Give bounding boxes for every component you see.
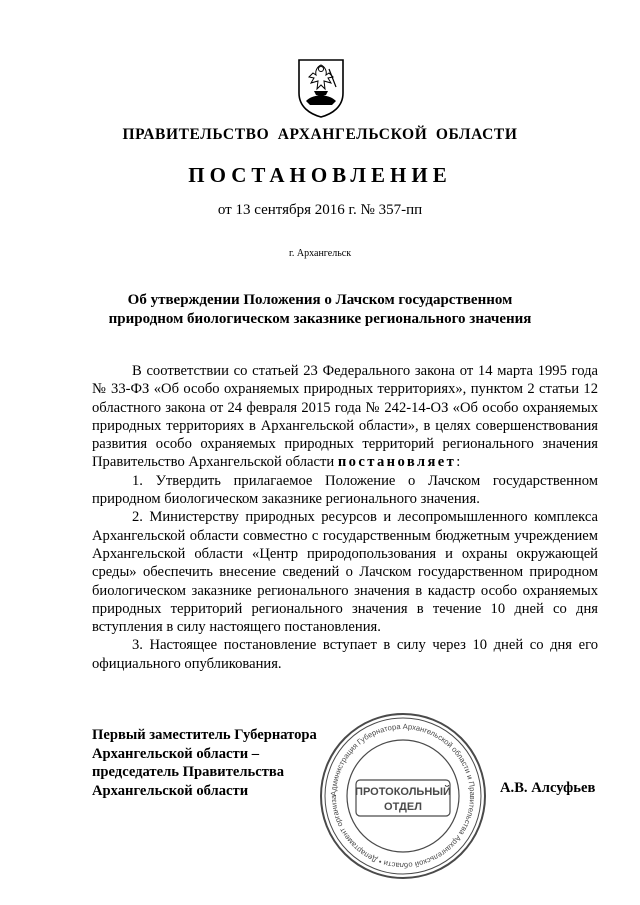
decree-word: постановляет <box>337 454 457 471</box>
document-body <box>92 362 598 673</box>
stamp-ring-text: Администрация Губернатора Архангельской области и Правительства Архангельской области • Департамент организа <box>328 721 478 871</box>
signature-block <box>92 726 317 800</box>
signature-position-line-4: Архангельской области <box>92 782 249 799</box>
item-1: 1. Утвердить прилагаемое Положение о Лачском государственном природном биологическом заказнике регионального значения. <box>92 472 598 508</box>
document-title <box>0 291 640 329</box>
document-date-number: от 13 сентября 2016 г. № 357-пп <box>217 202 423 218</box>
signer-name: А.В. Алсуфьев <box>500 780 596 796</box>
preamble-paragraph <box>92 362 598 472</box>
preamble-text: В соответствии со статьей 23 Федерального закона от 14 марта 1995 года № 33-ФЗ «Об особо охраняемых природных территориях», пунктом 2 статьи 12 областного закона от 24 февраля 2015 года № 242-14-ОЗ «Об особо охраняемых природных территориях в Архангельской области», в целях совершенствования развития особо охраняемых природных территорий регионального значения Правительство Архангельской области <box>92 363 598 471</box>
document-place: г. Архангельск <box>288 248 352 259</box>
official-stamp <box>318 710 488 882</box>
organization-name: ПРАВИТЕЛЬСТВО АРХАНГЕЛЬСКОЙ ОБЛАСТИ <box>122 126 518 143</box>
item-3: 3. Настоящее постановление вступает в силу через 10 дней со дня его официального опубликования. <box>92 637 598 672</box>
signature-position-line-2: Архангельской области – <box>92 745 260 762</box>
stamp-center-line-1: ПРОТОКОЛЬНЫЙ <box>355 786 451 798</box>
signature-position-line-1: Первый заместитель Губернатора <box>92 727 317 743</box>
item-2: 2. Министерству природных ресурсов и лесопромышленного комплекса Архангельской области совместно с государственным бюджетным учреждением Архангельской области «Центр природопользования и охраны окружающей среды» обеспечить внесение сведений о Лачском государственном природном биологическом заказнике регионального значения в кадастр особо охраняемых природных территорий регионального значения в течение 10 дней со дня вступления в силу настоящего постановления. <box>92 509 598 636</box>
document-type: ПОСТАНОВЛЕНИЕ <box>188 163 452 187</box>
decree-colon: : <box>456 454 461 471</box>
title-line-2: природном биологическом заказнике регионального значения <box>108 311 532 327</box>
coat-of-arms-icon <box>296 57 346 119</box>
title-line-1: Об утверждении Положения о Лачском государственном <box>127 292 513 308</box>
signature-position-line-3: председатель Правительства <box>92 764 285 780</box>
stamp-center-line-2: ОТДЕЛ <box>384 801 422 813</box>
